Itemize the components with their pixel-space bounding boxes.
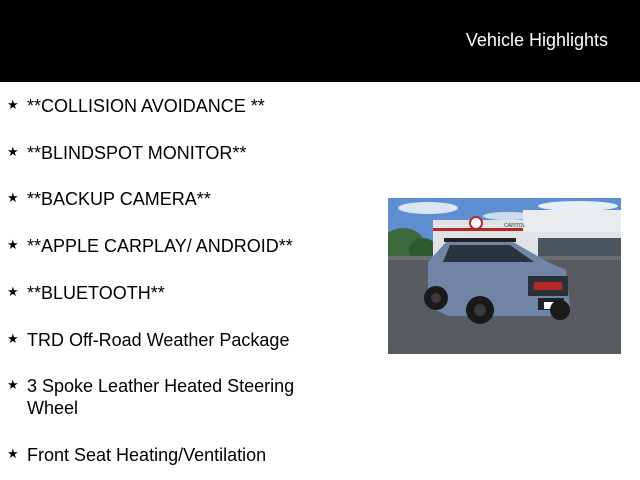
highlight-item	[7, 188, 337, 210]
highlight-label: TRD Off-Road Weather Package	[27, 330, 290, 350]
highlight-label: **BACKUP CAMERA**	[27, 189, 211, 209]
highlight-label: Front Seat Heating/Ventilation	[27, 445, 267, 465]
highlight-label: **BLUETOOTH**	[27, 283, 165, 303]
highlight-item	[7, 95, 337, 117]
header-bar	[0, 0, 640, 82]
star-icon: ★	[7, 446, 19, 461]
highlight-label: **BLINDSPOT MONITOR**	[27, 143, 247, 163]
star-icon: ★	[7, 97, 19, 112]
page-title: Vehicle Highlights	[465, 30, 608, 50]
highlight-label: **APPLE CARPLAY/ ANDROID**	[27, 236, 293, 256]
highlight-label: 3 Spoke Leather Heated Steering Wheel	[27, 376, 295, 418]
highlight-label: **COLLISION AVOIDANCE **	[27, 96, 265, 116]
highlight-item	[7, 235, 337, 257]
highlight-item	[7, 282, 337, 304]
highlight-item	[7, 329, 337, 351]
highlight-item	[7, 444, 337, 466]
vehicle-photo-graphic	[388, 198, 621, 354]
star-icon: ★	[7, 190, 19, 205]
dealership-sign: CAPITOL	[504, 223, 526, 229]
vehicle-photo	[388, 198, 621, 354]
star-icon: ★	[7, 284, 19, 299]
star-icon: ★	[7, 144, 19, 159]
star-icon: ★	[7, 237, 19, 252]
highlight-item	[7, 375, 317, 419]
star-icon: ★	[7, 377, 19, 392]
star-icon: ★	[7, 331, 19, 346]
highlight-item	[7, 142, 337, 164]
